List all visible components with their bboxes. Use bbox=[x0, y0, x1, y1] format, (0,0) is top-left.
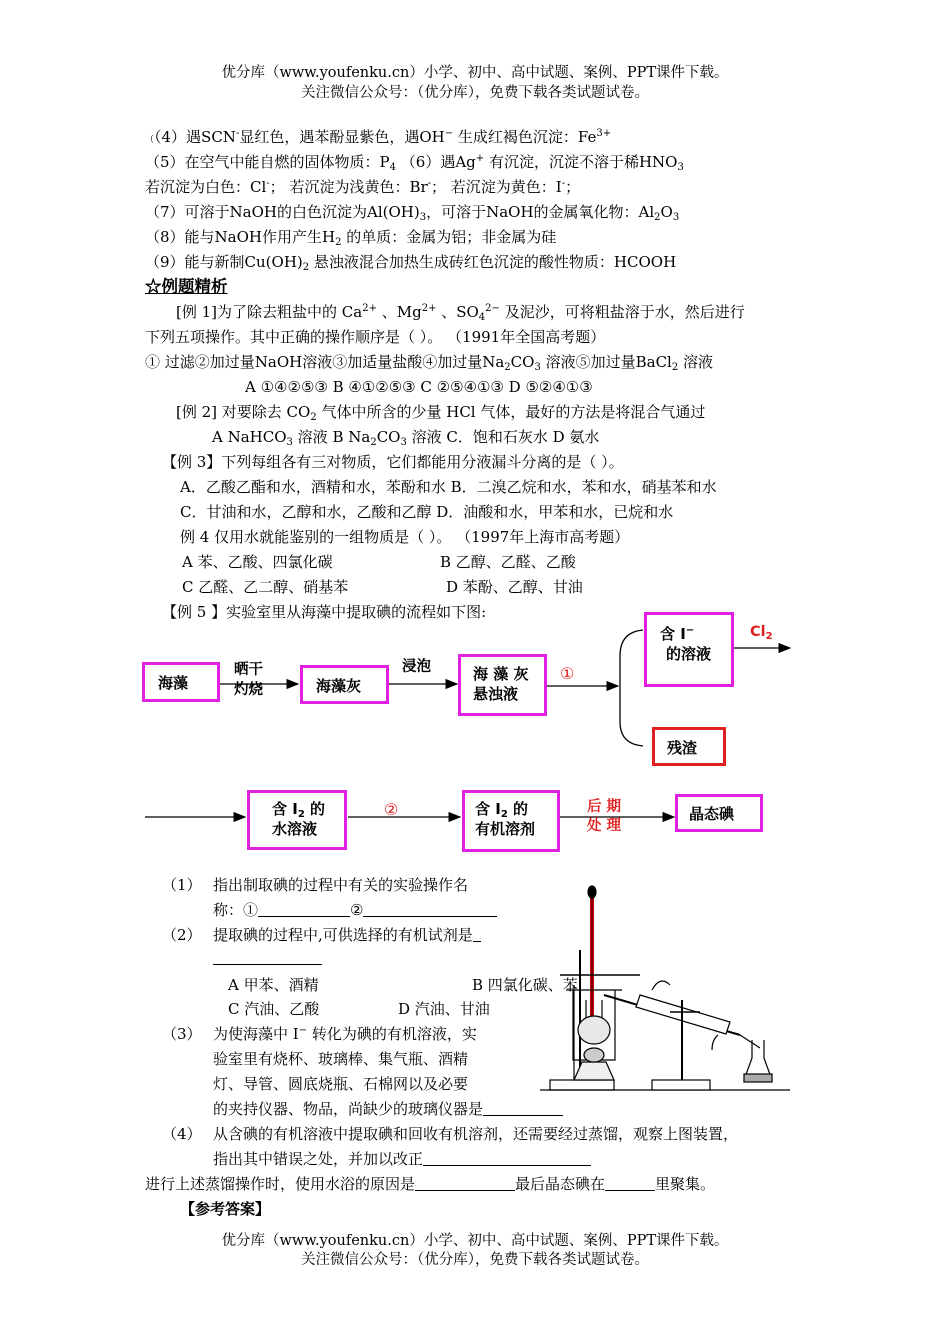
ex4-option-c: C 乙醛、乙二醇、硝基苯 bbox=[182, 578, 349, 596]
note-4: （（4）遇SCN-显红色，遇苯酚显紫色，遇OH− 生成红褐色沉淀：$Fe^{3+}$ bbox=[145, 128, 612, 146]
q4-number: （4） bbox=[162, 1125, 202, 1143]
box-canzha: 残渣 bbox=[652, 727, 726, 766]
note-6-cases: 若沉淀为白色：Cl-； 若沉淀为浅黄色：Br-； 若沉淀为黄色：I-； bbox=[145, 178, 581, 196]
box-haizaohui: 海藻灰 bbox=[300, 665, 389, 704]
ex4-line-1: 例 4 仅用水就能鉴别的一组物质是（ ）。 （1997年上海市高考题） bbox=[180, 528, 630, 546]
box-jingtaidian: 晶态碘 bbox=[675, 794, 763, 832]
q3-line-2: 验室里有烧杯、玻璃棒、集气瓶、酒精 bbox=[213, 1050, 469, 1068]
ex3-line-3: C．甘油和水，乙醇和水，乙酸和乙醇 D．油酸和水，甲苯和水，已烷和水 bbox=[180, 503, 674, 521]
q2-number: （2） bbox=[162, 926, 202, 944]
q3-line-4: 的夹持仪器、物品，尚缺少的玻璃仪器是 bbox=[213, 1099, 563, 1119]
label-chuli: 处 理 bbox=[587, 818, 622, 834]
label-jinpao: 浸泡 bbox=[402, 659, 431, 675]
header-line-2: 关注微信公众号：（优分库），免费下载各类试题试卷。 bbox=[301, 85, 649, 101]
note-9: （9）能与新制$Cu(OH)_2$ 悬浊液混合加热生成砖红色沉淀的酸性物质：HCOOH bbox=[145, 253, 677, 273]
ex1-line-1: [例 1]为了除去粗盐中的 $Ca^{2+}$ 、$Mg^{2+}$ 、$SO_4^{2-}$ 及泥沙，可将粗盐溶于水，然后进行 bbox=[176, 303, 745, 323]
ex1-line-2: 下列五项操作。其中正确的操作顺序是（ ）。 （1991年全国高考题） bbox=[145, 328, 606, 346]
q2-option-d: D 汽油、甘油 bbox=[398, 1000, 490, 1018]
q2-option-a: A 甲苯、酒精 bbox=[228, 976, 319, 994]
footer-line-1: 优分库（www.youfenku.cn）小学、初中、高中试题、案例、PPT课件下载。 bbox=[221, 1233, 729, 1249]
ex1-options: A ①④②⑤③ B ④①②⑤③ C ②⑤④①③ D ⑤②④①③ bbox=[245, 378, 593, 396]
q1-number: （1） bbox=[162, 876, 202, 894]
ex4-option-a: A 苯、乙酸、四氯化碳 bbox=[182, 553, 333, 571]
q2-option-c: C 汽油、乙酸 bbox=[228, 1000, 320, 1018]
q2-blank-a[interactable] bbox=[473, 925, 481, 942]
label-houqi: 后 期 bbox=[587, 799, 622, 815]
box-xuanzhuo: 海 藻 灰 悬浊液 bbox=[458, 654, 547, 716]
q2-option-b: B 四氯化碳、苯 bbox=[472, 976, 578, 994]
q4-blank-1[interactable] bbox=[423, 1149, 591, 1166]
q3-line-1: 为使海藻中 I− 转化为碘的有机溶液，实 bbox=[213, 1025, 477, 1043]
ex3-line-2: A．乙酸乙酯和水，酒精和水，苯酚和水 B．二溴乙烷和水，苯和水，硝基苯和水 bbox=[180, 478, 717, 496]
label-cl2: $Cl_2$ bbox=[750, 624, 773, 642]
ex5-title: 【例 5 】实验室里从海藻中提取碘的流程如下图: bbox=[162, 603, 487, 621]
q4-line-2: 指出其中错误之处，并加以改正 bbox=[213, 1149, 591, 1169]
q1-blank-1[interactable] bbox=[258, 900, 350, 917]
q2-line-2 bbox=[213, 948, 322, 968]
q3-number: （3） bbox=[162, 1025, 202, 1043]
ex2-options: A NaHCO$_3$ 溶液 B $Na_2CO_3$ 溶液 C．饱和石灰水 D 氨水 bbox=[212, 428, 600, 448]
q2-line-1: 提取碘的过程中,可供选择的有机试剂是 bbox=[213, 925, 481, 945]
note-5-6: （5）在空气中能自燃的固体物质：$P_4$ （6）遇Ag+ 有沉淀，沉淀不溶于稀$HNO_3$ bbox=[145, 153, 684, 173]
section-title: ☆例题精析 bbox=[145, 277, 228, 296]
answer-heading: 【参考答案】 bbox=[180, 1200, 271, 1218]
note-8: （8）能与NaOH作用产生$H_2$ 的单质：金属为铝；非金属为硅 bbox=[145, 228, 557, 248]
q3-line-3: 灯、导管、圆底烧瓶、石棉网以及必要 bbox=[213, 1075, 469, 1093]
ex3-line-1: 【例 3】下列每组各有三对物质，它们都能用分液漏斗分离的是（ ）。 bbox=[162, 453, 624, 471]
q2-blank-b[interactable] bbox=[213, 948, 322, 965]
header-line-1: 优分库（www.youfenku.cn）小学、初中、高中试题、案例、PPT课件下载。 bbox=[221, 65, 729, 81]
q1-line-2: 称：① ② bbox=[213, 900, 497, 920]
q1-blank-2[interactable] bbox=[363, 900, 497, 917]
q4-blank-3[interactable] bbox=[605, 1174, 655, 1191]
q4-blank-2[interactable] bbox=[415, 1174, 515, 1191]
circle-2: ② bbox=[384, 800, 399, 819]
ex4-option-b: B 乙醇、乙醛、乙酸 bbox=[440, 553, 576, 571]
ex4-option-d: D 苯酚、乙醇、甘油 bbox=[446, 578, 583, 596]
q3-blank[interactable] bbox=[483, 1099, 563, 1116]
box-shuirongye: 含 $I_2$ 的 水溶液 bbox=[247, 790, 347, 850]
label-zhuoshao: 灼烧 bbox=[234, 682, 263, 698]
q4-line-3: 进行上述蒸馏操作时，使用水浴的原因是 最后晶态碘在 里聚集。 bbox=[145, 1175, 716, 1193]
ex2-line-1: [例 2] 对要除去 $CO_2$ 气体中所含的少量 HCl 气体，最好的方法是将混合气通过 bbox=[176, 403, 706, 423]
note-7: （7）可溶于NaOH的白色沉淀为$Al(OH)_3$，可溶于NaOH的金属氧化物：$Al_2O_3$ bbox=[145, 203, 680, 223]
box-youjirongji: 含 $I_2$ 的 有机溶剂 bbox=[462, 790, 560, 852]
q4-line-1: 从含碘的有机溶液中提取碘和回收有机溶剂，还需要经过蒸馏，观察上图装置， bbox=[213, 1125, 739, 1143]
stand-base-1 bbox=[550, 1080, 614, 1090]
label-shaigan: 晒干 bbox=[234, 662, 263, 678]
box-hanI: 含 I− 的溶液 bbox=[644, 612, 734, 687]
circle-1: ① bbox=[560, 664, 575, 683]
ex1-line-3: ① 过滤②加过量NaOH溶液③加适量盐酸④加过量$Na_2CO_3$ 溶液⑤加过量BaCl$_2$ 溶液 bbox=[145, 353, 713, 373]
footer-line-2: 关注微信公众号：（优分库），免费下载各类试题试卷。 bbox=[301, 1252, 649, 1268]
box-haizao: 海藻 bbox=[142, 662, 220, 702]
q1-line-1: 指出制取碘的过程中有关的实验操作名 bbox=[213, 876, 469, 894]
